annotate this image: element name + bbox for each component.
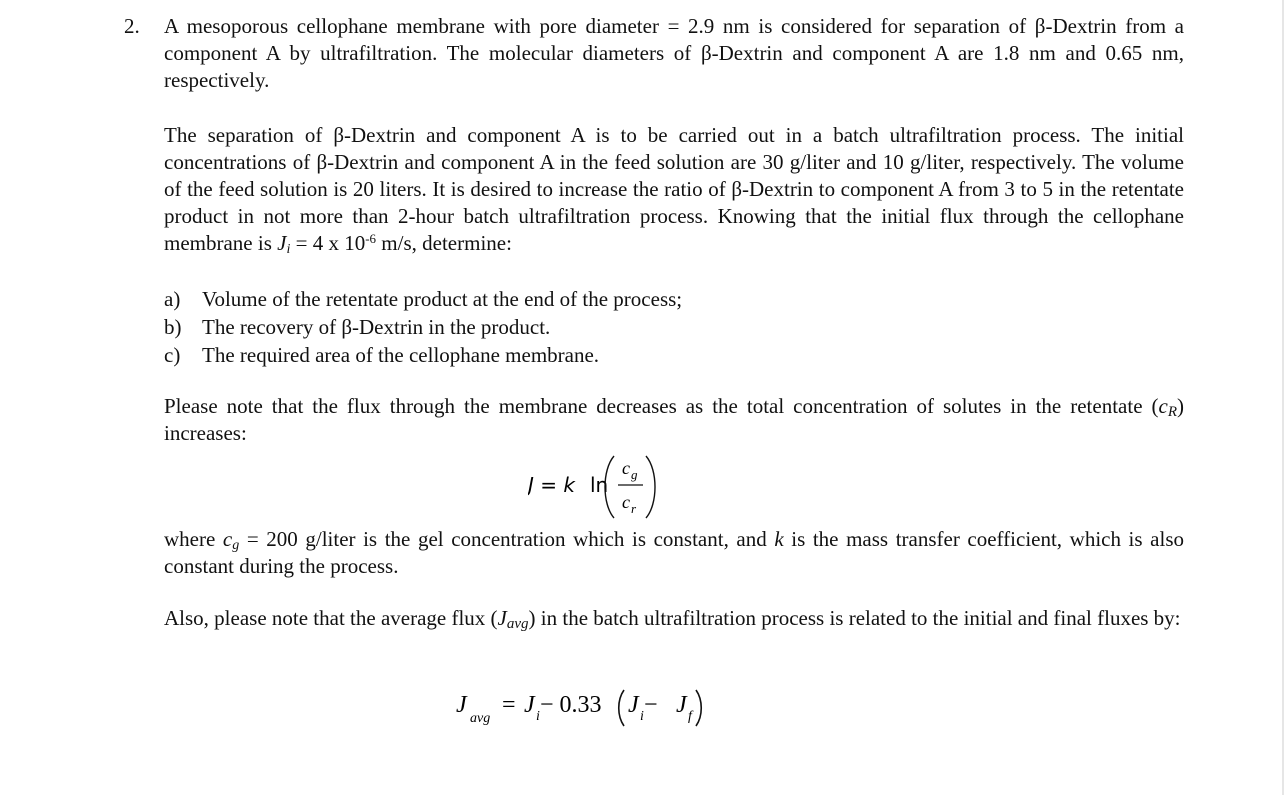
task-list <box>164 285 682 369</box>
eq1-den-sub: r <box>631 501 637 516</box>
eq1-lhs: J = k <box>528 473 575 497</box>
paragraph-process <box>164 122 1184 257</box>
var-cg-sub: g <box>232 538 240 553</box>
flux-note-text-1: Please note that the flux through the membrane decreases as the total concentration of solutes in the retentate ( <box>164 394 1159 418</box>
flux-note-text-2: ) increases: <box>164 394 1184 445</box>
list-text: The recovery of β-Dextrin in the product. <box>202 315 551 339</box>
process-text-1: The separation of β-Dextrin and component A is to be carried out in a batch ultrafiltration process. The initial concentrations of β-Dextrin and component A in the feed solution are 30 g/liter and 10 g/liter, respectively. The volume of the feed solution is 20 liters. It is desired to increase the ratio of β-Dextrin to component A from 3 to 5 in the retentate product in not more than 2-hour batch ultrafiltration process. Knowing that the initial flux through the cellophane membrane is <box>164 123 1184 255</box>
var-c-sub: R <box>1167 404 1177 420</box>
exponent: -6 <box>365 231 377 246</box>
eq2-j-initial-sub: i <box>536 709 540 724</box>
var-j: J <box>277 231 287 255</box>
eq2-minus: − <box>644 692 658 718</box>
equation-flux <box>528 452 668 522</box>
list-marker: c) <box>164 343 181 367</box>
list-marker: b) <box>164 315 182 339</box>
list-marker: a) <box>164 287 181 311</box>
var-c: c <box>1158 394 1168 418</box>
eq2-right-paren <box>696 690 701 726</box>
process-text-2: = 4 x 10 <box>290 231 366 255</box>
intro-text: A mesoporous cellophane membrane with pore diameter = 2.9 nm is considered for separation of β-Dextrin from a component A by ultrafiltration. The molecular diameters of β-Dextrin and component A are 1.8 nm and 0.65 nm, respectively. <box>164 14 1184 92</box>
eq1-ln: ln <box>590 473 609 497</box>
where-text-2: = 200 g/liter is the gel concentration which is constant, and <box>239 527 775 551</box>
paragraph-intro <box>164 13 1184 94</box>
eq2-lhs-sub: avg <box>470 711 491 726</box>
eq1-num-sub: g <box>631 467 638 482</box>
eq2-j-f-sub: f <box>688 709 692 724</box>
list-item <box>164 341 682 369</box>
eq2-lhs: J <box>456 692 467 718</box>
eq2-j-initial: J <box>524 692 535 718</box>
avg-flux-text-2: ) in the batch ultrafiltration process is related to the initial and final fluxes by: <box>528 606 1181 630</box>
process-text-3: m/s, determine: <box>376 231 512 255</box>
var-cg: c <box>222 527 233 551</box>
eq2-j-f: J <box>676 692 687 718</box>
list-text: Volume of the retentate product at the end of the process; <box>202 287 683 311</box>
eq2-j-i-sub: i <box>640 709 644 724</box>
list-item <box>164 313 682 341</box>
paragraph-average-flux <box>164 605 1184 632</box>
question-number: 2. <box>124 14 140 38</box>
avg-flux-text-1: Also, please note that the average flux ( <box>164 606 498 630</box>
eq2-left-paren <box>619 690 624 726</box>
eq1-den: c <box>622 492 630 512</box>
list-item <box>164 285 682 313</box>
eq2-j-i: J <box>628 692 639 718</box>
where-text-3: is the mass transfer coefficient, which is also constant during the process. <box>164 527 1184 578</box>
eq2-equals: = <box>502 692 516 718</box>
equation-average-flux <box>452 682 712 732</box>
var-k: k <box>774 527 784 551</box>
list-text: The required area of the cellophane membrane. <box>202 343 600 367</box>
eq1-right-paren <box>646 456 655 518</box>
paragraph-flux-note <box>164 393 1184 447</box>
var-javg: J <box>497 606 507 630</box>
var-j-sub: i <box>286 242 291 257</box>
eq1-num: c <box>622 458 630 478</box>
where-text-1: where <box>164 527 223 551</box>
paragraph-where <box>164 526 1184 580</box>
eq2-coefficient: − 0.33 <box>540 692 602 718</box>
var-javg-sub: avg <box>506 616 529 632</box>
